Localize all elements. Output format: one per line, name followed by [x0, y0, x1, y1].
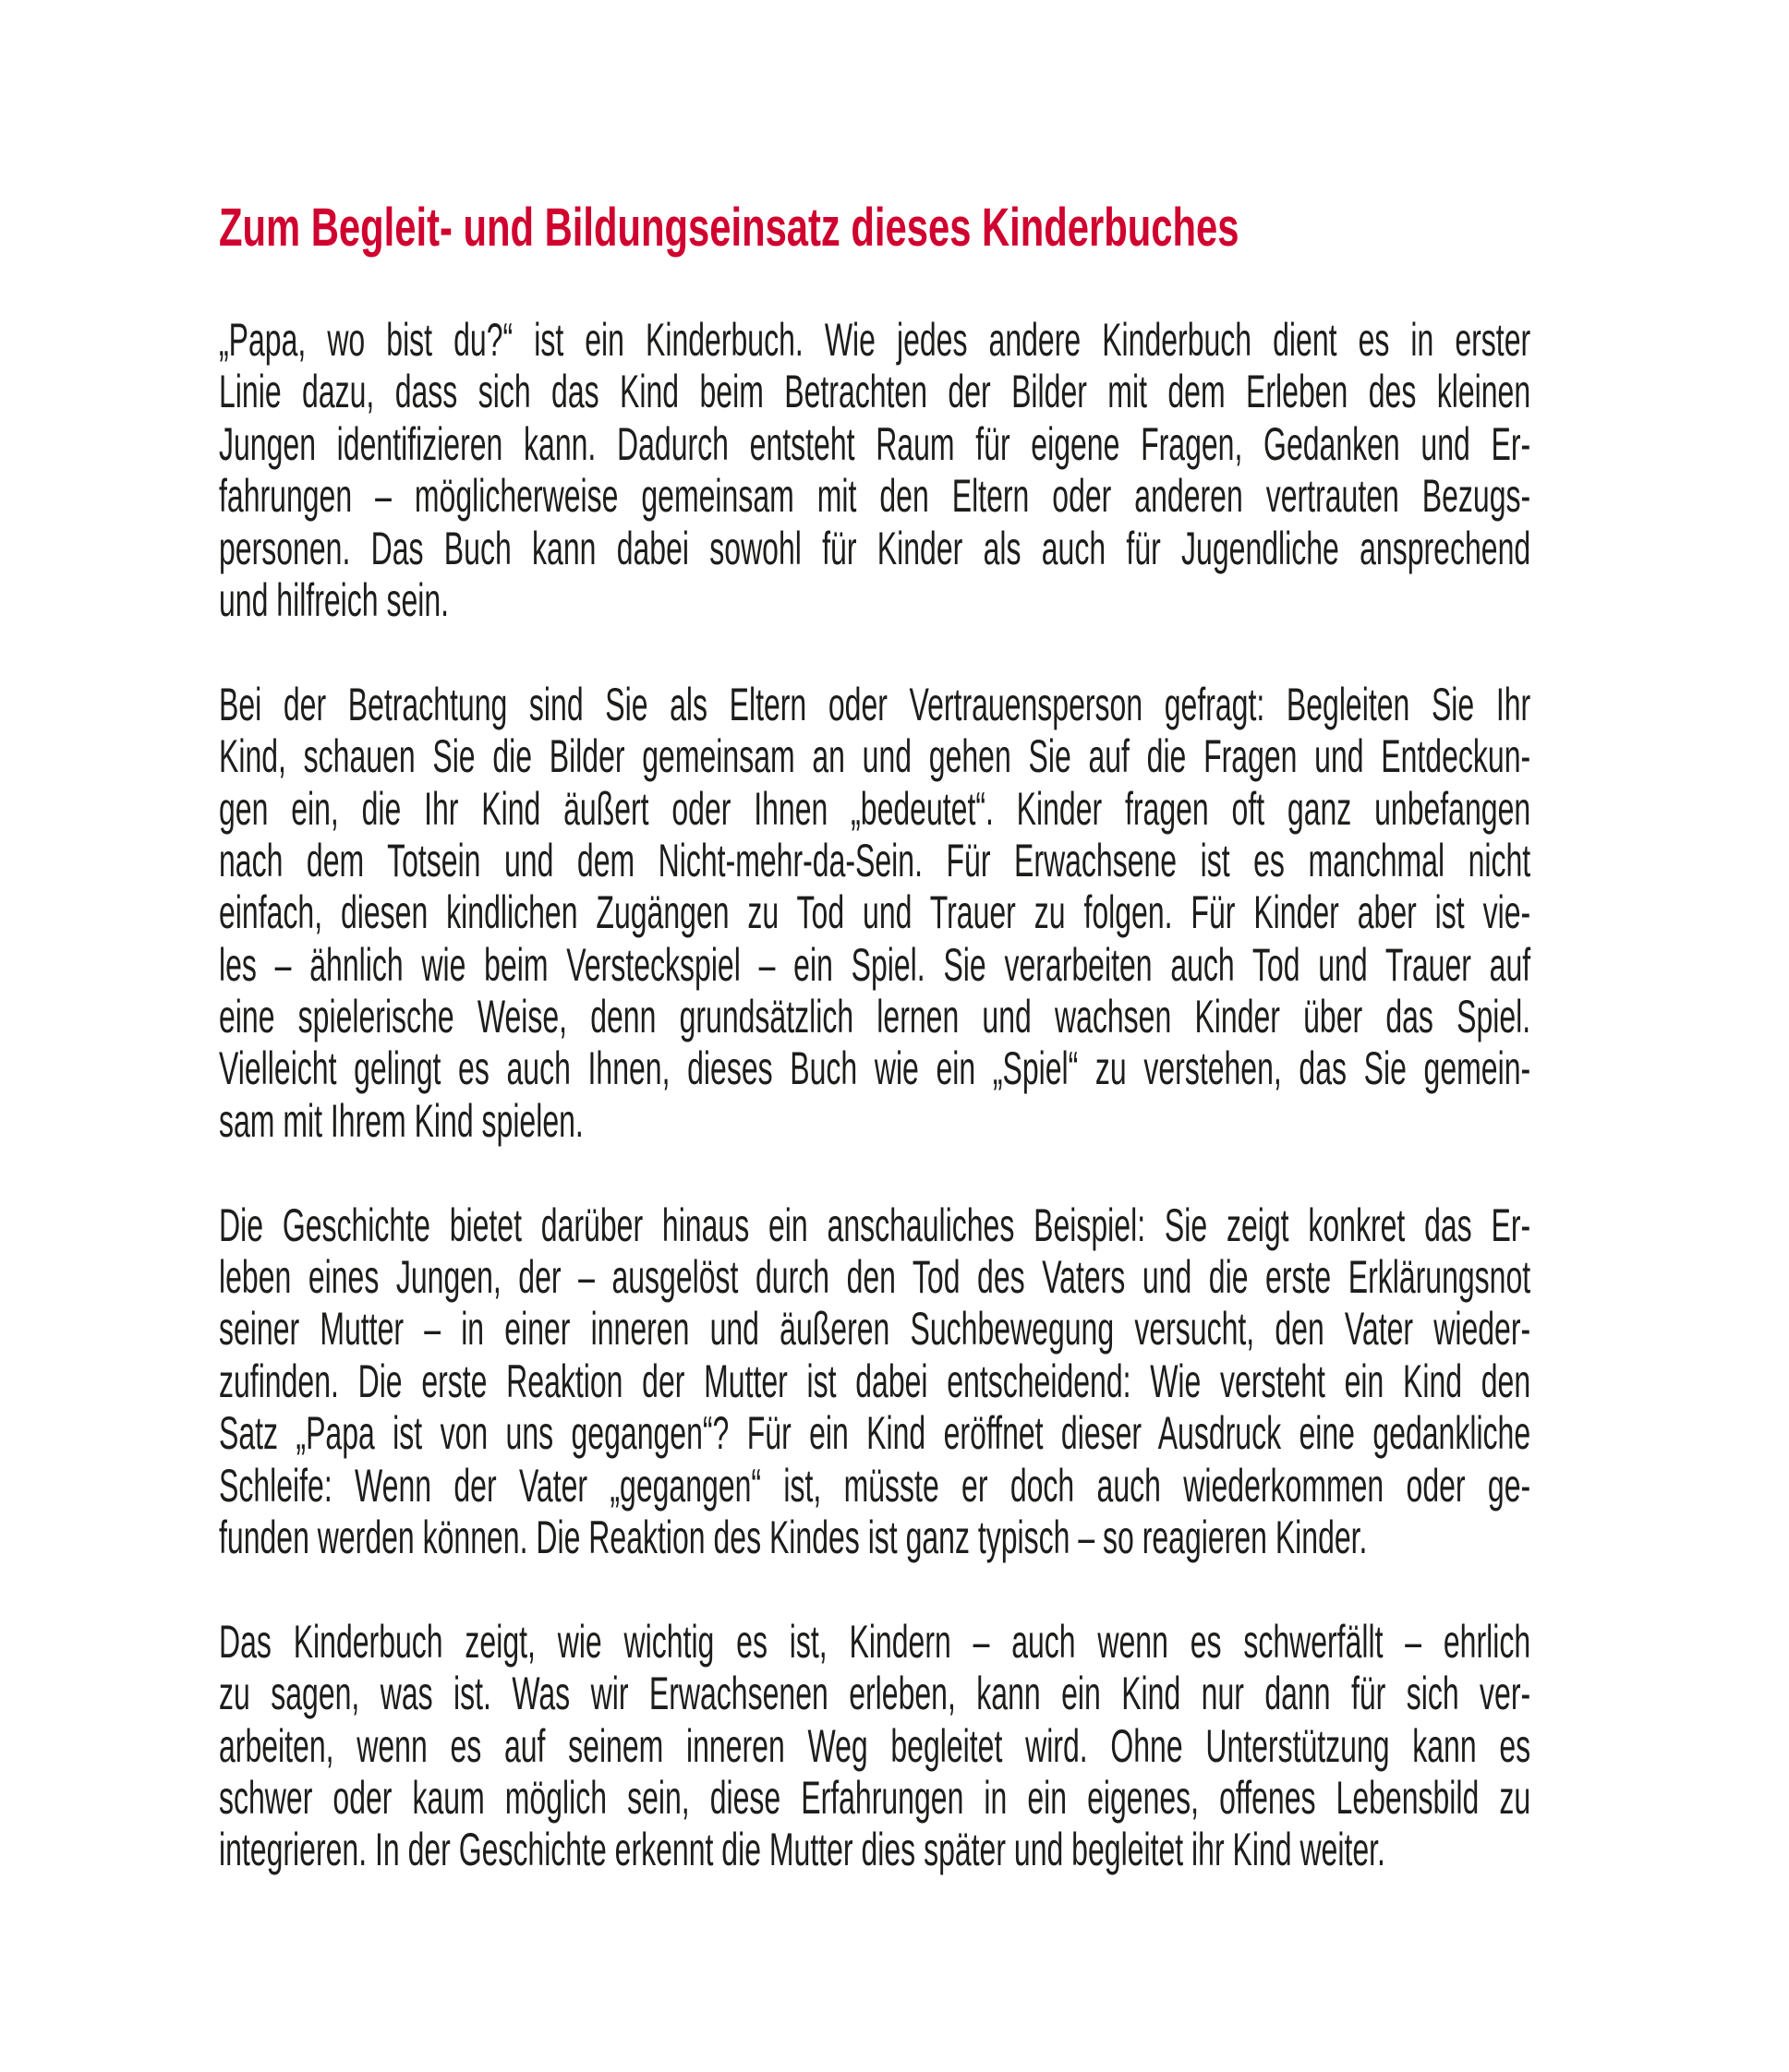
text-line: [219, 470, 1530, 522]
text-line-content: Das Kinderbuch zeigt, wie wichtig es ist, Kindern – auch wenn es schwerfällt – ehrlich: [219, 1615, 1531, 1668]
text-line-content: Jungen identifizieren kann. Dadurch entsteht Raum für eigene Fragen, Gedanken und Er-: [219, 417, 1531, 470]
text-line-content: nach dem Totsein und dem Nicht-mehr-da-Sein. Für Erwachsene ist es manchmal nicht: [219, 834, 1531, 886]
text-line-content: Satz „Papa ist von uns gegangen“? Für ein Kind eröffnet dieser Ausdruck eine gedankliche: [219, 1407, 1531, 1460]
text-line: [219, 679, 1530, 730]
paragraph: [219, 1616, 1530, 1876]
text-line-content: Vielleicht gelingt es auch Ihnen, dieses Buch wie ein „Spiel“ zu verstehen, das Sie gemein-: [219, 1042, 1531, 1095]
text-line: [219, 523, 1530, 574]
text-line: [219, 1720, 1530, 1772]
text-line-content: zu sagen, was ist. Was wir Erwachsenen erleben, kann ein Kind nur dann für sich ver-: [219, 1668, 1531, 1720]
text-line-content: Schleife: Wenn der Vater „gegangen“ ist, müsste er doch auch wiederkommen oder ge-: [219, 1459, 1531, 1512]
text-line: [219, 1251, 1530, 1303]
text-line: [219, 730, 1530, 782]
text-line: [219, 1460, 1530, 1512]
text-line-content: zufinden. Die erste Reaktion der Mutter ist dabei entscheidend: Wie versteht ein Kind den: [219, 1355, 1531, 1407]
text-line: [219, 1303, 1530, 1355]
text-line-content: integrieren. In der Geschichte erkennt die Mutter dies später und begleitet ihr Kind weiter.: [219, 1824, 1385, 1876]
text-line-content: arbeiten, wenn es auf seinem inneren Weg begleitet wird. Ohne Unterstützung kann es: [219, 1719, 1531, 1772]
text-line: [219, 1095, 1530, 1147]
text-line: [219, 1355, 1530, 1407]
text-line: [219, 1199, 1530, 1251]
text-line: [219, 1668, 1530, 1719]
text-line: [219, 886, 1530, 938]
text-line-content: fahrungen – möglicherweise gemeinsam mit den Eltern oder anderen vertrauten Bezugs-: [219, 470, 1531, 523]
text-line-content: funden werden können. Die Reaktion des Kindes ist ganz typisch – so reagieren Kinder.: [219, 1511, 1368, 1563]
text-line-content: Kind, schauen Sie die Bilder gemeinsam an und gehen Sie auf die Fragen und Entdeckun-: [219, 730, 1531, 783]
text-line: [219, 939, 1530, 991]
page-title: Zum Begleit- und Bildungseinsatz dieses Kinderbuches: [219, 198, 1239, 258]
text-line: [219, 1512, 1530, 1563]
text-line-content: sam mit Ihrem Kind spielen.: [219, 1094, 584, 1147]
text-line: [219, 1616, 1530, 1668]
paragraph: [219, 679, 1530, 1148]
text-line-content: gen ein, die Ihr Kind äußert oder Ihnen „bedeutet“. Kinder fragen oft ganz unbefangen: [219, 782, 1531, 835]
text-line-content: Die Geschichte bietet darüber hinaus ein anschauliches Beispiel: Sie zeigt konkret das Er-: [219, 1199, 1531, 1251]
text-line: [219, 1042, 1530, 1094]
text-line-content: einfach, diesen kindlichen Zugängen zu Tod und Trauer zu folgen. Für Kinder aber ist vie-: [219, 886, 1531, 939]
text-line-content: les – ähnlich wie beim Versteckspiel – ein Spiel. Sie verarbeiten auch Tod und Trauer auf: [219, 938, 1531, 991]
text-line-content: schwer oder kaum möglich sein, diese Erfahrungen in ein eigenes, offenes Lebensbild zu: [219, 1771, 1531, 1824]
text-line: [219, 1772, 1530, 1824]
text-line-content: eine spielerische Weise, denn grundsätzlich lernen und wachsen Kinder über das Spiel.: [219, 991, 1531, 1043]
text-line-content: „Papa, wo bist du?“ ist ein Kinderbuch. Wie jedes andere Kinderbuch dient es in erster: [219, 314, 1531, 366]
text-line-content: Linie dazu, dass sich das Kind beim Betrachten der Bilder mit dem Erleben des kleinen: [219, 366, 1531, 418]
text-line: [219, 418, 1530, 470]
text-line: [219, 574, 1530, 626]
text-line-content: leben eines Jungen, der – ausgelöst durch den Tod des Vaters und die erste Erklärungsnot: [219, 1251, 1531, 1304]
paragraph: [219, 314, 1530, 626]
text-line: [219, 314, 1530, 366]
text-line: [219, 991, 1530, 1042]
text-line-content: Bei der Betrachtung sind Sie als Eltern oder Vertrauensperson gefragt: Begleiten Sie Ihr: [219, 678, 1531, 730]
text-line: [219, 366, 1530, 417]
text-line-content: seiner Mutter – in einer inneren und äußeren Suchbewegung versucht, den Vater wieder-: [219, 1303, 1531, 1355]
text-line-content: personen. Das Buch kann dabei sowohl für Kinder als auch für Jugendliche ansprechend: [219, 522, 1531, 574]
body-text: [219, 314, 1530, 1928]
text-line: [219, 835, 1530, 886]
text-line: [219, 783, 1530, 835]
text-line: [219, 1407, 1530, 1459]
text-line-content: und hilfreich sein.: [219, 573, 450, 626]
paragraph: [219, 1199, 1530, 1564]
text-line: [219, 1824, 1530, 1875]
